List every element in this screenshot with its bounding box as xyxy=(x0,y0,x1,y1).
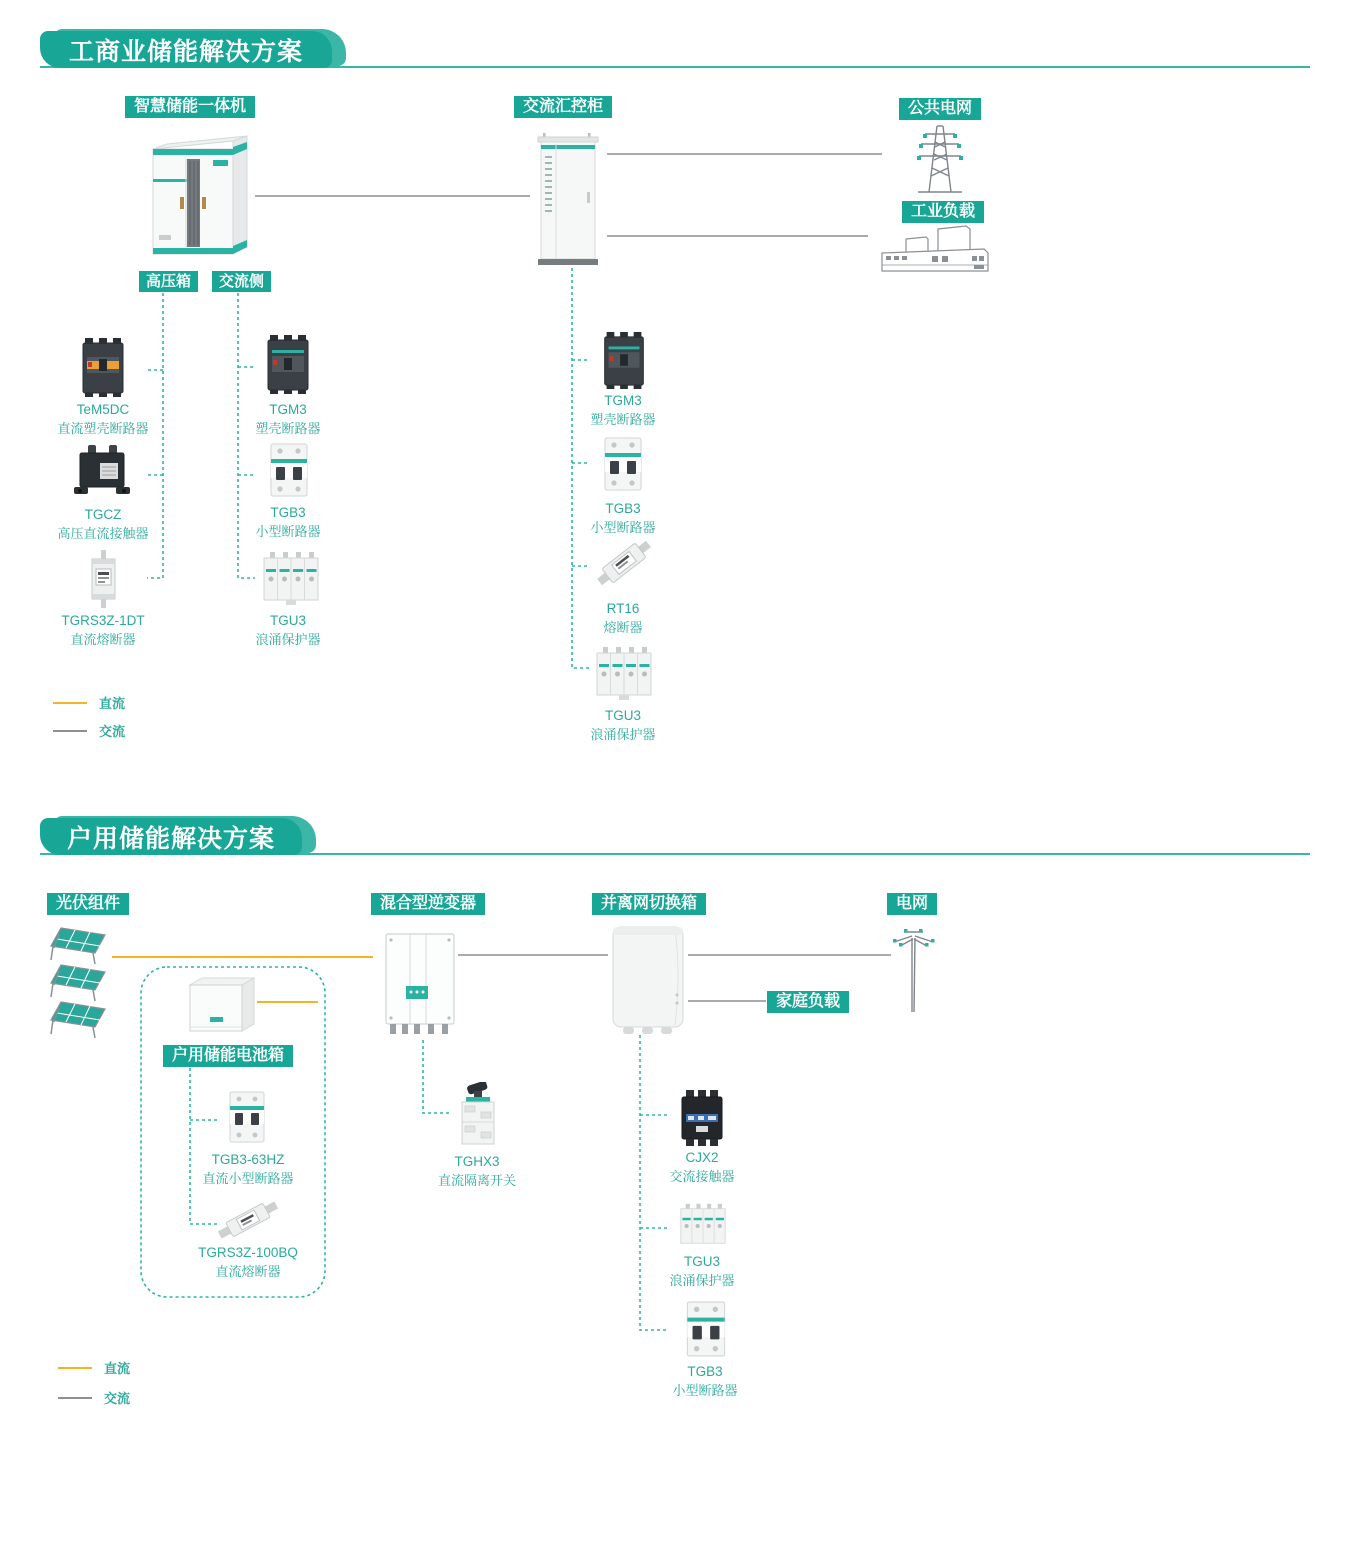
tgb3-63hz-mcb-image xyxy=(227,1090,267,1144)
legend-ac-s2: 交流 xyxy=(58,1388,130,1407)
ac-line-swatch xyxy=(53,730,87,732)
battery-cabinet-image xyxy=(186,975,258,1037)
solar-panel-icon-1 xyxy=(45,926,109,966)
tgrs3z-1dt-caption: TGRS3Z-1DT 直流熔断器 xyxy=(61,613,145,647)
tgu3-cabinet-caption: TGU3 浪涌保护器 xyxy=(590,708,656,742)
tgb3-mcb-image-switch xyxy=(683,1300,729,1358)
tgb3-mcb-image-cabinet xyxy=(601,436,645,492)
label-smart-storage-machine: 智慧储能一体机 xyxy=(125,96,255,118)
tgrs3z-1dt-fuse-image xyxy=(80,550,126,608)
solar-panel-icon-3 xyxy=(45,1000,109,1040)
section1-title: 工商业储能解决方案 xyxy=(40,31,332,68)
label-public-grid: 公共电网 xyxy=(899,98,981,120)
tgu3-spd-image-acside xyxy=(262,551,320,607)
utility-pole-icon xyxy=(890,924,936,1016)
legend-dc-s2: 直流 xyxy=(58,1358,130,1377)
tgm3-acside-caption: TGM3 塑壳断路器 xyxy=(255,402,321,436)
transmission-tower-icon xyxy=(905,116,975,196)
tgu3-spd-image-cabinet xyxy=(595,646,653,702)
tgb3-mcb-image-acside xyxy=(267,442,311,498)
tgm3-mccb-image-acside xyxy=(263,334,313,394)
label-hv-box: 高压箱 xyxy=(139,271,198,292)
label-ac-combiner-cabinet: 交流汇控柜 xyxy=(514,96,612,118)
tgu3-switch-caption: TGU3 浪涌保护器 xyxy=(669,1254,735,1288)
dc-line-swatch xyxy=(53,702,87,704)
label-grid-switch-box: 并离网切换箱 xyxy=(592,893,706,915)
tgcz-contactor-image xyxy=(72,443,132,497)
rt16-caption: RT16 熔断器 xyxy=(603,601,643,635)
tgb3-63hz-caption: TGB3-63HZ 直流小型断路器 xyxy=(202,1152,294,1186)
tghx3-switch-image xyxy=(453,1082,503,1148)
hybrid-inverter-image xyxy=(380,930,460,1038)
tem5dc-caption: TeM5DC 直流塑壳断路器 xyxy=(57,402,149,436)
section2-title: 户用储能解决方案 xyxy=(40,818,302,855)
tgm3-cabinet-caption: TGM3 塑壳断路器 xyxy=(590,393,656,427)
label-ac-side: 交流侧 xyxy=(212,271,271,292)
label-battery-box: 户用储能电池箱 xyxy=(163,1045,293,1067)
label-grid: 电网 xyxy=(887,893,937,915)
tgb3-cabinet-caption: TGB3 小型断路器 xyxy=(590,501,656,535)
label-industrial-load: 工业负载 xyxy=(902,201,984,223)
tgb3-acside-caption: TGB3 小型断路器 xyxy=(255,505,321,539)
label-hybrid-inverter: 混合型逆变器 xyxy=(371,893,485,915)
tgu3-spd-image-switch xyxy=(679,1203,727,1249)
tgcz-caption: TGCZ 高压直流接触器 xyxy=(57,507,149,541)
dc-line-swatch xyxy=(58,1367,92,1369)
tghx3-caption: TGHX3 直流隔离开关 xyxy=(437,1154,516,1188)
smart-storage-machine-image xyxy=(133,127,261,269)
tgu3-acside-caption: TGU3 浪涌保护器 xyxy=(255,613,321,647)
label-pv-modules: 光伏组件 xyxy=(47,893,129,915)
label-home-load: 家庭负载 xyxy=(767,991,849,1013)
legend-dc-s1: 直流 xyxy=(53,693,125,712)
ac-combiner-cabinet-image xyxy=(530,130,606,270)
grid-switch-box-image xyxy=(605,925,691,1037)
solar-panel-icon-2 xyxy=(45,963,109,1003)
tgrs3z-100bq-fuse-image xyxy=(216,1198,280,1242)
tgb3-switch-caption: TGB3 小型断路器 xyxy=(672,1364,738,1398)
rt16-fuse-image xyxy=(597,534,651,592)
industrial-building-icon xyxy=(876,223,994,275)
legend-ac-s1: 交流 xyxy=(53,721,125,740)
tgm3-mccb-image-cabinet xyxy=(599,331,649,389)
cjx2-contactor-image xyxy=(676,1088,728,1148)
tem5dc-mccb-image xyxy=(75,337,131,397)
cjx2-caption: CJX2 交流接触器 xyxy=(669,1150,735,1184)
tgrs3z-100bq-caption: TGRS3Z-100BQ 直流熔断器 xyxy=(198,1245,298,1279)
ac-line-swatch xyxy=(58,1397,92,1399)
